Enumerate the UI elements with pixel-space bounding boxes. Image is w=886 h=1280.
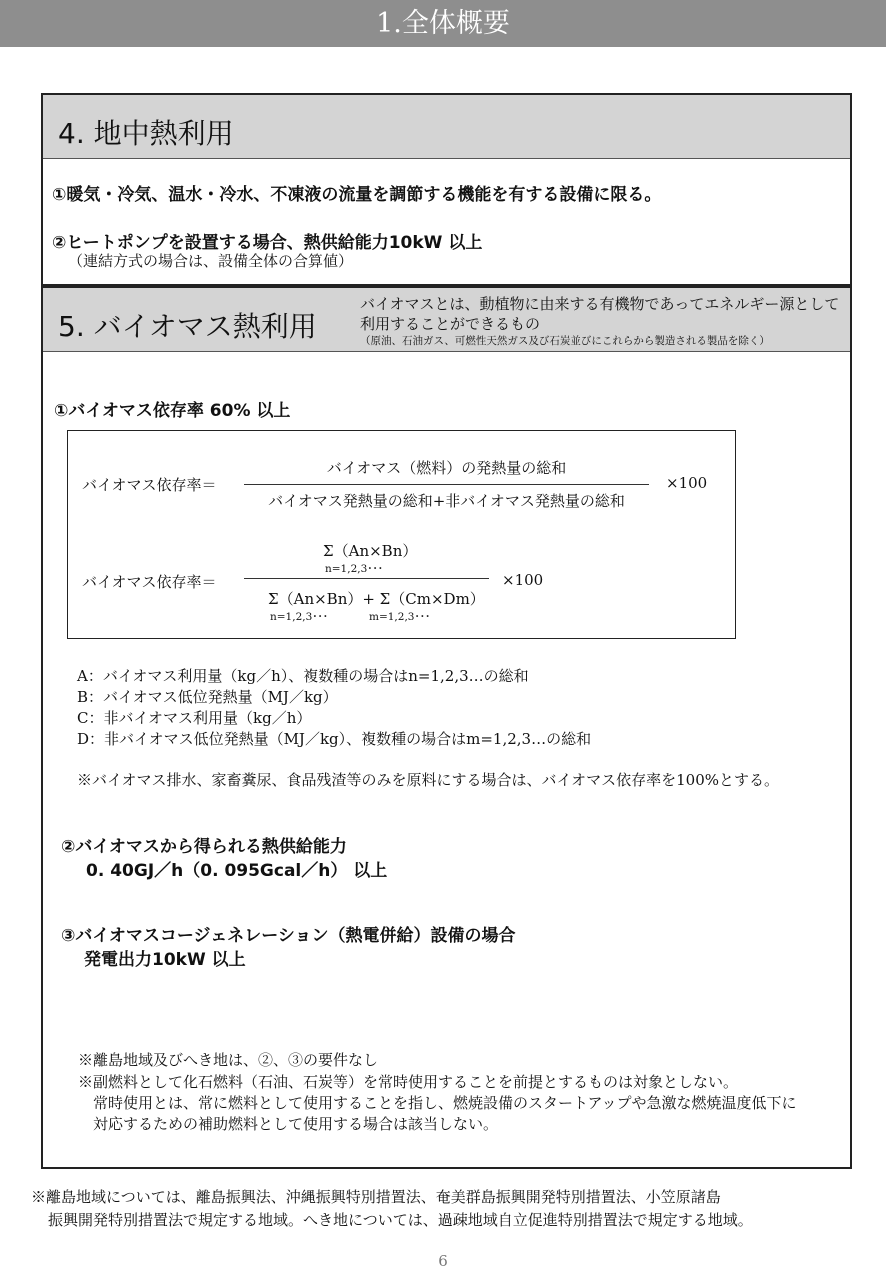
footer-note-line-1: ※離島地域については、離島振興法、沖縄振興特別措置法、奄美群島振興開発特別措置法、小笠原諸島 [31,1188,721,1206]
biomass-definition-line-1: バイオマスとは、動植物に由来する有機物であってエネルギー源として [360,295,840,313]
note-constant-use-1: 常時使用とは、常に燃料として使用することを指し、燃焼設備のスタートアップや急激な燃焼温度低下に [93,1094,797,1112]
biomass-definition-line-2: 利用することができるもの [360,315,541,333]
formula-2-multiplier: ×100 [502,571,544,589]
formula-2-numerator-subscript: n=1,2,3･･･ [325,563,384,575]
formula-1-numerator: バイオマス（燃料）の発熱量の総和 [326,459,567,477]
section-4-item-2: ②ヒートポンプを設置する場合、熱供給能力10kW 以上 [52,233,483,253]
definition-a: A：バイオマス利用量（kg／h）、複数種の場合はn=1,2,3…の総和 [77,667,529,685]
section-4-item-1: ①暖気・冷気、温水・冷水、不凍液の流量を調節する機能を有する設備に限る。 [52,185,662,205]
biomass-item-1-title: ①バイオマス依存率 60% 以上 [54,401,291,421]
formula-2-numerator: Σ（An×Bn） [323,542,418,560]
formula-1-fraction-line [244,484,649,485]
formula-2-denominator: Σ（An×Bn）+ Σ（Cm×Dm） [268,590,485,608]
definition-b: B：バイオマス低位発熱量（MJ／kg） [77,688,338,706]
biomass-item-2-value: 0. 40GJ／h（0. 095Gcal／h） 以上 [86,861,388,881]
biomass-item-2-title: ②バイオマスから得られる熱供給能力 [61,837,347,857]
note-fossil-fuel: ※副燃料として化石燃料（石油、石炭等）を常時使用することを前提とするものは対象としない。 [78,1073,739,1091]
formula-2-denominator-subscript-m: m=1,2,3･･･ [369,611,431,623]
page-number: 6 [438,1252,448,1270]
definition-c: C：非バイオマス利用量（kg／h） [77,709,312,727]
formula-2-lhs: バイオマス依存率＝ [82,573,217,591]
formula-1-lhs: バイオマス依存率＝ [82,476,217,494]
formula-2-fraction-line [244,578,489,579]
note-constant-use-2: 対応するための補助燃料として使用する場合は該当しない。 [93,1115,499,1133]
definition-d: D：非バイオマス低位発熱量（MJ／kg）、複数種の場合はm=1,2,3…の総和 [77,730,592,748]
note-remote-islands: ※離島地域及びへき地は、②、③の要件なし [78,1051,379,1069]
biomass-item-3-title: ③バイオマスコージェネレーション（熱電併給）設備の場合 [61,926,516,946]
biomass-definition-note: （原油、石油ガス、可燃性天然ガス及び石炭並びにこれらから製造される製品を除く） [360,335,770,347]
section-5-title: 5. バイオマス熱利用 [58,310,317,343]
formula-1-denominator: バイオマス発熱量の総和+非バイオマス発熱量の総和 [268,492,625,510]
footer-note-line-2: 振興開発特別措置法で規定する地域。へき地については、過疎地域自立促進特別措置法で規定する地域。 [48,1211,753,1229]
page-title: 1.全体概要 [376,8,510,39]
biomass-item-3-value: 発電出力10kW 以上 [84,950,246,970]
formula-2-denominator-subscript-n: n=1,2,3･･･ [270,611,329,623]
special-note: ※バイオマス排水、家畜糞尿、食品残渣等のみを原料にする場合は、バイオマス依存率を100%とする。 [77,771,779,789]
formula-1-multiplier: ×100 [666,474,708,492]
section-4-item-2-note: （連結方式の場合は、設備全体の合算値） [68,252,354,270]
section-4-title: 4. 地中熱利用 [58,117,234,150]
